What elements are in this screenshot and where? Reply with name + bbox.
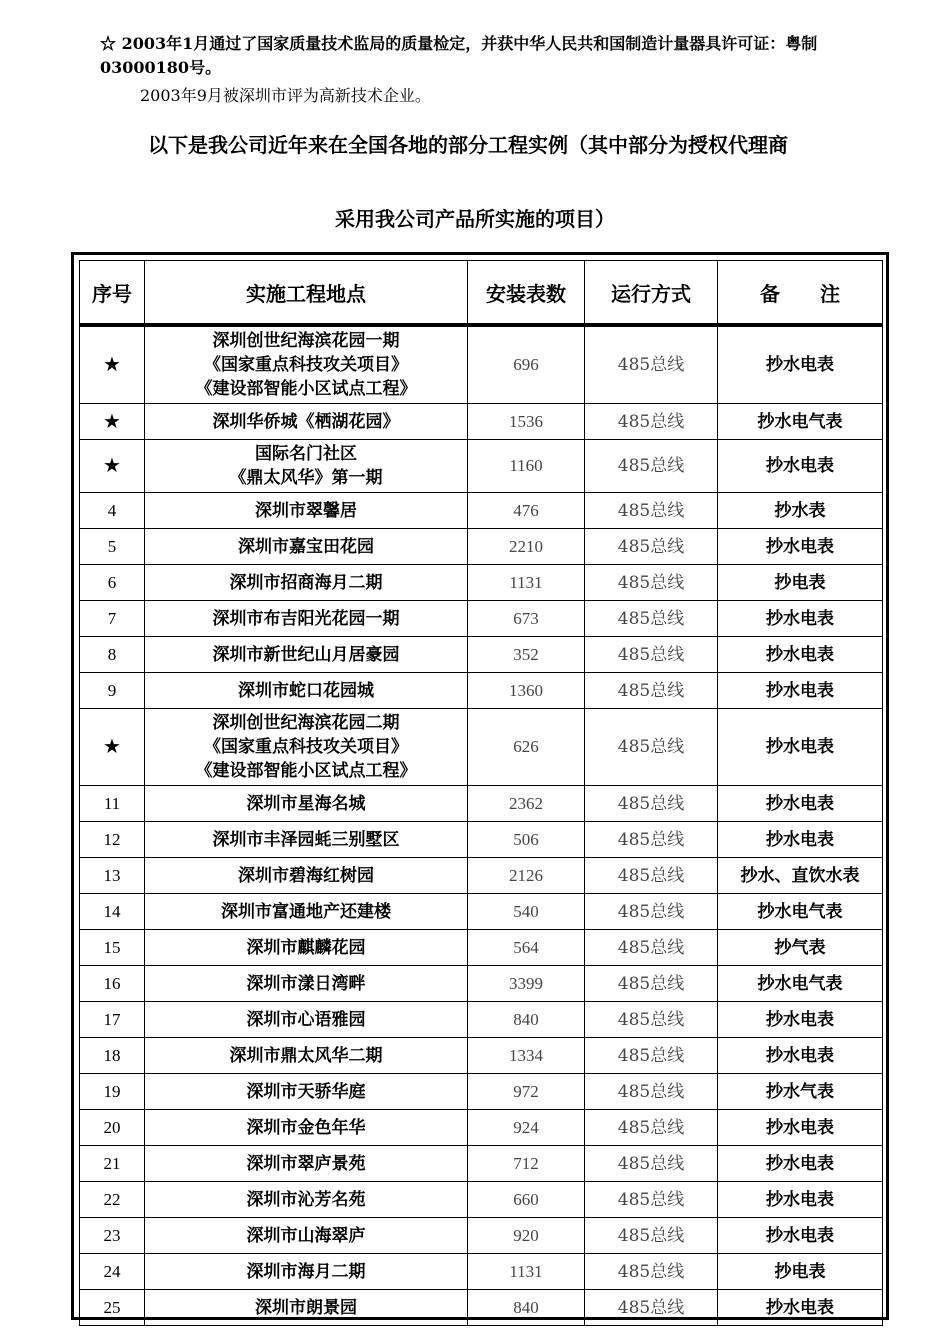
table-body (80, 325, 883, 1326)
row-count: 712 (468, 1146, 585, 1182)
row-note: 抄水电气表 (718, 404, 883, 440)
row-note: 抄水电表 (718, 1182, 883, 1218)
table-row (80, 966, 883, 1002)
row-count: 1160 (468, 440, 585, 493)
row-no: 12 (80, 822, 145, 858)
row-site: 深圳市沁芳名苑 (145, 1182, 468, 1218)
row-site: 深圳市新世纪山月居豪园 (145, 637, 468, 673)
row-site: 深圳市心语雅园 (145, 1002, 468, 1038)
row-no: 16 (80, 966, 145, 1002)
row-count: 352 (468, 637, 585, 673)
row-note: 抄水电表 (718, 709, 883, 786)
row-no: ★ (80, 404, 145, 440)
table-row (80, 673, 883, 709)
row-note: 抄水电表 (718, 1146, 883, 1182)
row-mode: 485总线 (585, 493, 718, 529)
project-table (79, 260, 883, 1326)
row-note: 抄水电表 (718, 601, 883, 637)
row-count: 920 (468, 1218, 585, 1254)
table-row (80, 786, 883, 822)
row-mode: 485总线 (585, 894, 718, 930)
row-no: 11 (80, 786, 145, 822)
row-mode: 485总线 (585, 1038, 718, 1074)
row-no: 15 (80, 930, 145, 966)
row-mode: 485总线 (585, 709, 718, 786)
row-count: 1131 (468, 565, 585, 601)
table-row (80, 1110, 883, 1146)
row-mode: 485总线 (585, 673, 718, 709)
row-no: 14 (80, 894, 145, 930)
row-site: 深圳市山海翠庐 (145, 1218, 468, 1254)
table-header-row (80, 261, 883, 326)
row-count: 924 (468, 1110, 585, 1146)
row-count: 540 (468, 894, 585, 930)
row-note: 抄水、直饮水表 (718, 858, 883, 894)
row-site: 深圳市丰泽园蚝三别墅区 (145, 822, 468, 858)
table-row (80, 1182, 883, 1218)
row-site: 深圳市朗景园 (145, 1290, 468, 1326)
row-count: 1334 (468, 1038, 585, 1074)
table-row (80, 1038, 883, 1074)
row-site: 深圳市金色年华 (145, 1110, 468, 1146)
row-count: 506 (468, 822, 585, 858)
row-site: 深圳市漾日湾畔 (145, 966, 468, 1002)
row-site: 深圳市碧海红树园 (145, 858, 468, 894)
row-note: 抄水电气表 (718, 894, 883, 930)
row-note: 抄水电表 (718, 1002, 883, 1038)
row-site: 国际名门社区 《鼎太风华》第一期 (145, 440, 468, 493)
row-site: 深圳华侨城《栖湖花园》 (145, 404, 468, 440)
row-no: ★ (80, 440, 145, 493)
table-row (80, 565, 883, 601)
row-count: 626 (468, 709, 585, 786)
header-note: 备 注 (718, 261, 883, 326)
row-mode: 485总线 (585, 529, 718, 565)
row-no: 22 (80, 1182, 145, 1218)
row-count: 1536 (468, 404, 585, 440)
row-count: 564 (468, 930, 585, 966)
row-no: 18 (80, 1038, 145, 1074)
row-no: 19 (80, 1074, 145, 1110)
row-no: 24 (80, 1254, 145, 1290)
row-note: 抄水电表 (718, 440, 883, 493)
row-count: 1131 (468, 1254, 585, 1290)
row-no: 6 (80, 565, 145, 601)
row-count: 972 (468, 1074, 585, 1110)
row-mode: 485总线 (585, 325, 718, 404)
row-mode: 485总线 (585, 601, 718, 637)
row-site: 深圳市麒麟花园 (145, 930, 468, 966)
table-row (80, 404, 883, 440)
row-count: 476 (468, 493, 585, 529)
row-site: 深圳市嘉宝田花园 (145, 529, 468, 565)
row-mode: 485总线 (585, 404, 718, 440)
row-no: ★ (80, 709, 145, 786)
row-count: 840 (468, 1290, 585, 1326)
table-row (80, 709, 883, 786)
row-no: 7 (80, 601, 145, 637)
row-mode: 485总线 (585, 786, 718, 822)
row-no: 4 (80, 493, 145, 529)
table-row (80, 637, 883, 673)
table-row (80, 493, 883, 529)
row-count: 2362 (468, 786, 585, 822)
row-site: 深圳市蛇口花园城 (145, 673, 468, 709)
header-count: 安装表数 (468, 261, 585, 326)
row-note: 抄水电表 (718, 1218, 883, 1254)
table-row (80, 858, 883, 894)
row-note: 抄水表 (718, 493, 883, 529)
table-row (80, 529, 883, 565)
row-count: 2210 (468, 529, 585, 565)
row-site: 深圳创世纪海滨花园一期 《国家重点科技攻关项目》 《建设部智能小区试点工程》 (145, 325, 468, 404)
header-no: 序号 (80, 261, 145, 326)
section-heading-line2: 采用我公司产品所实施的项目） (335, 207, 615, 231)
row-site: 深圳市鼎太风华二期 (145, 1038, 468, 1074)
row-mode: 485总线 (585, 1218, 718, 1254)
row-mode: 485总线 (585, 1002, 718, 1038)
table-row (80, 440, 883, 493)
row-note: 抄水电表 (718, 786, 883, 822)
row-no: 8 (80, 637, 145, 673)
row-site: 深圳市翠庐景苑 (145, 1146, 468, 1182)
row-count: 660 (468, 1182, 585, 1218)
row-site: 深圳市天骄华庭 (145, 1074, 468, 1110)
row-no: 23 (80, 1218, 145, 1254)
header-site: 实施工程地点 (145, 261, 468, 326)
row-mode: 485总线 (585, 1074, 718, 1110)
row-mode: 485总线 (585, 565, 718, 601)
row-no: ★ (80, 325, 145, 404)
row-no: 21 (80, 1146, 145, 1182)
table-row (80, 1146, 883, 1182)
row-no: 5 (80, 529, 145, 565)
row-no: 20 (80, 1110, 145, 1146)
row-mode: 485总线 (585, 858, 718, 894)
row-note: 抄水电气表 (718, 966, 883, 1002)
row-mode: 485总线 (585, 440, 718, 493)
table-row (80, 1218, 883, 1254)
row-mode: 485总线 (585, 1146, 718, 1182)
table-row (80, 325, 883, 404)
row-no: 9 (80, 673, 145, 709)
intro-paragraph-2: 2003年9月被深圳市评为高新技术企业。 (140, 86, 431, 105)
intro-paragraph: ☆ 2003年1月通过了国家质量技术监局的质量检定，并获中华人民共和国制造计量器具许可证：粤制03000180号。 (100, 34, 818, 77)
row-mode: 485总线 (585, 930, 718, 966)
table-row (80, 1002, 883, 1038)
row-note: 抄水电表 (718, 637, 883, 673)
table-row (80, 1254, 883, 1290)
table-row (80, 822, 883, 858)
row-note: 抄水电表 (718, 673, 883, 709)
row-note: 抄水电表 (718, 1110, 883, 1146)
row-site: 深圳市海月二期 (145, 1254, 468, 1290)
table-row (80, 930, 883, 966)
row-site: 深圳市星海名城 (145, 786, 468, 822)
row-count: 2126 (468, 858, 585, 894)
row-mode: 485总线 (585, 1254, 718, 1290)
row-mode: 485总线 (585, 1290, 718, 1326)
row-mode: 485总线 (585, 1182, 718, 1218)
row-note: 抄气表 (718, 930, 883, 966)
section-heading-line1: 以下是我公司近年来在全国各地的部分工程实例（其中部分为授权代理商 (148, 133, 788, 157)
row-note: 抄水气表 (718, 1074, 883, 1110)
row-count: 3399 (468, 966, 585, 1002)
row-count: 673 (468, 601, 585, 637)
table-row (80, 1074, 883, 1110)
row-no: 17 (80, 1002, 145, 1038)
row-note: 抄电表 (718, 1254, 883, 1290)
row-count: 696 (468, 325, 585, 404)
row-mode: 485总线 (585, 966, 718, 1002)
row-no: 25 (80, 1290, 145, 1326)
row-no: 13 (80, 858, 145, 894)
row-note: 抄水电表 (718, 822, 883, 858)
row-mode: 485总线 (585, 637, 718, 673)
table-row (80, 894, 883, 930)
row-count: 840 (468, 1002, 585, 1038)
row-count: 1360 (468, 673, 585, 709)
row-site: 深圳市招商海月二期 (145, 565, 468, 601)
table-row (80, 601, 883, 637)
row-mode: 485总线 (585, 1110, 718, 1146)
row-site: 深圳创世纪海滨花园二期 《国家重点科技攻关项目》 《建设部智能小区试点工程》 (145, 709, 468, 786)
row-mode: 485总线 (585, 822, 718, 858)
row-note: 抄水电表 (718, 325, 883, 404)
row-note: 抄电表 (718, 565, 883, 601)
row-site: 深圳市富通地产还建楼 (145, 894, 468, 930)
table-row (80, 1290, 883, 1326)
row-note: 抄水电表 (718, 529, 883, 565)
row-site: 深圳市翠馨居 (145, 493, 468, 529)
row-note: 抄水电表 (718, 1290, 883, 1326)
header-mode: 运行方式 (585, 261, 718, 326)
row-site: 深圳市布吉阳光花园一期 (145, 601, 468, 637)
row-note: 抄水电表 (718, 1038, 883, 1074)
